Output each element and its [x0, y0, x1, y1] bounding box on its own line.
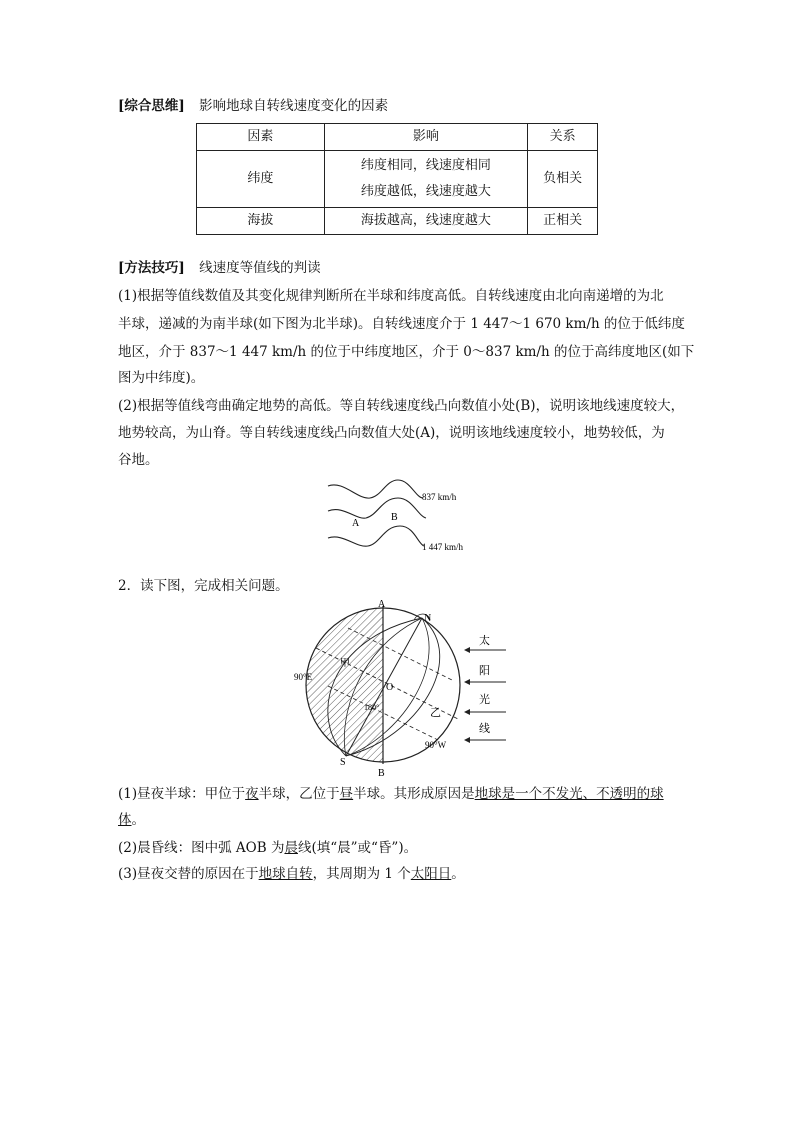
contour-line-bottom [328, 526, 424, 546]
label-n: N [424, 613, 432, 624]
para2-line: (2)根据等值线弯曲确定地势的高低。等自转线速度线凸向数值小处(B)，说明该地线速度较大， [118, 398, 685, 414]
section2-heading [118, 258, 321, 278]
table-cell-factor: 海拔 [197, 208, 325, 235]
label-a: A [352, 518, 360, 529]
section2-tag: [方法技巧] [118, 260, 185, 276]
para1-line: 地区，介于 837～1 447 km/h 的位于中纬度地区，介于 0～837 km/h 的位于高纬度地区(如下 [118, 344, 695, 360]
q1-answer-reason: 地球是一个不发光、不透明的球 [474, 786, 664, 802]
label-1447: 1 447 km/h [422, 542, 464, 552]
q3-text: (3)昼夜交替的原因在于 [118, 866, 259, 882]
table-header: 因素 [197, 124, 325, 151]
label-180: 180° [364, 703, 380, 712]
q3-text: ，其周期为 1 个 [312, 866, 411, 882]
q1-answer-night: 夜 [245, 786, 259, 802]
sun-label-char: 线 [479, 723, 490, 735]
label-b: B [391, 512, 398, 523]
label-a: A [378, 599, 386, 610]
label-yi: 乙 [430, 707, 441, 719]
table-row [197, 151, 598, 208]
table-row [197, 208, 598, 235]
q1-text: 半球，乙位于 [258, 786, 340, 802]
para2-line: 地势较高，为山脊。等自转线速度线凸向数值大处(A)，说明该地线速度较小，地势较低，为 [118, 425, 665, 441]
q2-text: (2)晨昏线：图中弧 AOB 为 [118, 840, 285, 856]
sun-label-char: 光 [479, 694, 490, 706]
q3-line [118, 864, 465, 884]
table-cell-effects [324, 151, 527, 208]
q1-answer-reason-cont: 体 [118, 812, 132, 828]
table-cell-relation: 负相关 [528, 151, 598, 208]
label-s: S [340, 757, 346, 768]
q1-answer-day: 昼 [339, 786, 354, 802]
label-b: B [378, 768, 385, 778]
q1-line2 [118, 810, 145, 830]
sun-label-char: 阳 [479, 665, 490, 677]
q2-answer: 晨 [284, 840, 298, 856]
table-cell-effects: 海拔越高，线速度越大 [324, 208, 527, 235]
q1-text: (1)昼夜半球：甲位于 [118, 786, 246, 802]
section1-title: 影响地球自转线速度变化的因素 [199, 98, 389, 114]
table-header: 影响 [324, 124, 527, 151]
para1-line: 图为中纬度)。 [118, 370, 205, 386]
q1-text: 。 [131, 812, 145, 828]
factors-table [196, 123, 598, 235]
label-90w: 90°W [425, 740, 447, 750]
effect-line: 纬度越低，线速度越大 [360, 184, 491, 199]
para1-line: (1)根据等值线数值及其变化规律判断所在半球和纬度高低。自转线速度由北向南递增的为北 [118, 288, 664, 304]
q1-line1 [118, 784, 664, 804]
section1-heading [118, 96, 388, 116]
table-cell-relation: 正相关 [528, 208, 598, 235]
section1-tag: [综合思维] [118, 98, 185, 114]
table-header: 关系 [528, 124, 598, 151]
q1-text: 半球。其形成原因是 [353, 786, 475, 802]
question2-prompt: 2．读下图，完成相关问题。 [118, 578, 289, 594]
label-o: O [386, 682, 394, 693]
q2-line [118, 838, 417, 858]
section2-title: 线速度等值线的判读 [199, 260, 321, 276]
q3-text: 。 [451, 866, 465, 882]
contour-line-top [328, 480, 423, 498]
table-cell-factor: 纬度 [197, 151, 325, 208]
para1-line: 半球，递减的为南半球(如下图为北半球)。自转线速度介于 1 447～1 670 km/h 的位于低纬度 [118, 316, 685, 332]
q2-text: 线(填“晨”或“昏”)。 [297, 840, 418, 856]
label-jia: 甲 [340, 658, 350, 669]
q3-answer-solar-day: 太阳日 [410, 866, 452, 882]
contour-line-middle [328, 498, 426, 518]
sun-label-char: 太 [479, 635, 490, 647]
q3-answer-rotation: 地球自转 [258, 866, 313, 882]
contour-diagram [318, 478, 498, 568]
label-837: 837 km/h [422, 492, 457, 502]
globe-diagram [288, 598, 508, 778]
table-header-row [197, 124, 598, 151]
effect-line: 纬度相同，线速度相同 [360, 158, 491, 173]
label-90e: 90°E [294, 672, 313, 682]
para2-line: 谷地。 [118, 452, 159, 468]
